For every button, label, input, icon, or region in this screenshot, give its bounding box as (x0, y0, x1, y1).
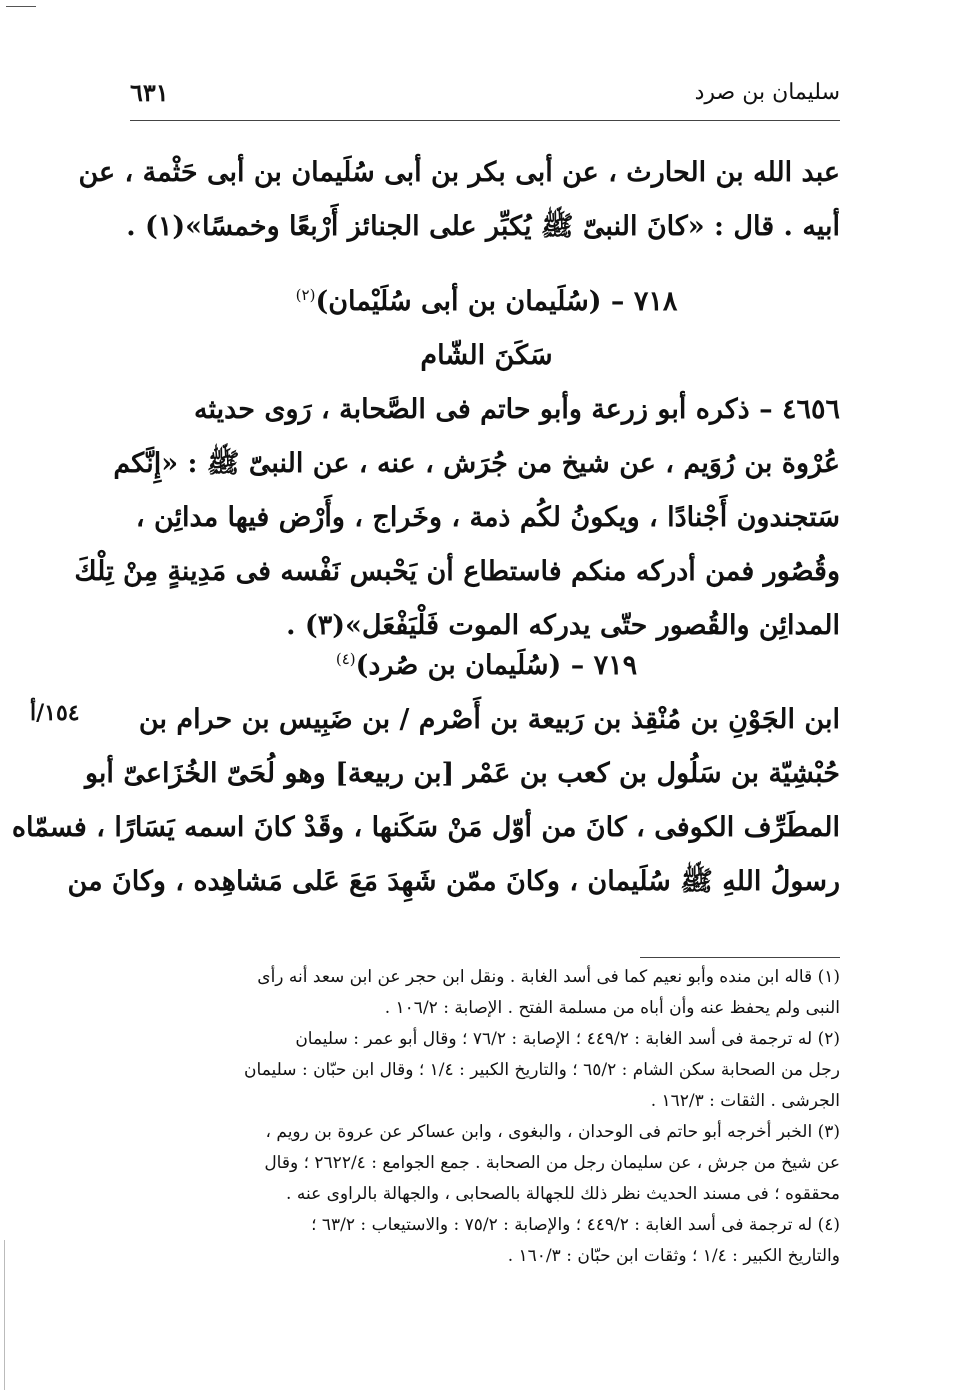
text-line: عبد الله بن الحارث ، عن أبى بكر بن أبى سُلَيمان بن أبى حَثْمة ، عن (78, 157, 840, 188)
footnote-line: الجرشى . الثقات : ١٦٢/٣ . (650, 1091, 840, 1111)
footnote-line: (٢) له ترجمة فى أسد الغابة : ٤٤٩/٢ ؛ الإصابة : ٧٦/٢ ؛ وقال أبو عمر : سليمان (295, 1029, 840, 1049)
text-line: ٤٦٥٦ – ذكره أبو زرعة وأبو حاتم فى الصَّحابة ، رَوى حديثه (194, 394, 840, 425)
text-line: عُرْوة بن رُوَيم ، عن شيخ من جُرَش ، عنه ، عن النبىّ ﷺ : «إِنَّكم (113, 448, 840, 479)
text-line: سَتجندون أَجْنادًا ، ويكونُ لكُم ذمة ، وخَراج ، وأَرْض فيها مدائِن ، (135, 502, 840, 533)
entry-subheading: سَكَنَ الشّام (420, 340, 553, 371)
text-line: حُبْشِيّة بن سَلُول بن كعب بن عَمْر [بن ربيعة] وهو لُحَىّ الخُزَاعىّ أبو (84, 758, 840, 789)
page-header (130, 78, 840, 118)
text-line: المدائِن والقُصور حتّى يدركه الموت فَلْيَفْعَل»(٣) . (286, 610, 840, 641)
footnotes (133, 962, 840, 1272)
text-line: أبيه . قال : «كانَ النبىّ ﷺ يُكبِّر على الجنائز أَرْبعًا وخمسًا»(١) . (126, 211, 840, 242)
header-rule (130, 120, 840, 121)
entry-heading-text: ٧١٩ – (سُلَيمان بن صُرد) (355, 650, 638, 681)
text-line: ابن الجَوْنِ بن مُنْقِذ بن رَبيعة بن أَصْرم / بن ضَبِيس بن حرام بن (138, 704, 840, 735)
footnote-rule (640, 957, 840, 958)
entry-heading-text: ٧١٨ – (سُلَيمان بن أبى سُلَيْمان) (315, 286, 678, 317)
footnote-line: محققوه ؛ فى مسند الحديث نظر ذلك للجهالة بالصحابى ، والجهالة بالراوى عنه . (286, 1184, 840, 1204)
scan-edge-line (4, 1240, 5, 1390)
scan-corner-mark (6, 6, 36, 7)
text-line: رسولُ اللهِ ﷺ سُلَيمان ، وكانَ ممّن شَهِدَ مَعَ عَلى مَشاهِده ، وكانَ من (67, 866, 840, 897)
entry-heading (133, 632, 840, 693)
footnote-line: (١) قاله ابن منده وأبو نعيم كما فى أسد الغابة . ونقل ابن حجر عن ابن سعد أنه رأى (257, 967, 840, 987)
intro-paragraph (78, 146, 840, 254)
page-number: ٦٣١ (130, 78, 169, 107)
entry-heading (133, 268, 840, 329)
footnote-line: رجل من الصحابة سكن الشام : ٦٥/٢ ؛ والتاريخ الكبير : ١/٤ ؛ وقال ابن حبّان : سليمان (244, 1060, 840, 1080)
footnote-line: (٤) له ترجمة فى أسد الغابة : ٤٤٩/٢ ؛ والإصابة : ٧٥/٢ : والاستيعاب : ٦٣/٢ ؛ (311, 1215, 840, 1235)
footnote-line: (٣) الخبر أخرجه أبو حاتم فى الوحدان ، والبغوى ، وابن عساكر عن عروة بن رويم ، (265, 1122, 840, 1142)
manuscript-folio-note: ١٥٤/أ (30, 700, 80, 726)
footnote-line: عن شيخ من جرش ، عن سليمان رجل من الصحابة . جمع الجوامع : ٢٦٢٢/٤ ؛ وقال (264, 1153, 840, 1173)
footnote-ref: (٢) (295, 286, 316, 304)
footnote-1 (133, 962, 840, 1024)
footnote-line: والتاريخ الكبير : ١/٤ ؛ وثقات ابن حبّان : ١٦٠/٣ . (507, 1246, 840, 1266)
text-line: المطَرِّف الكوفى ، كانَ من أوّل مَنْ سَكَنها ، وقَدْ كانَ اسمه يَسَارًا ، فسمّاه (11, 812, 840, 843)
footnote-4 (133, 1210, 840, 1272)
footnote-line: النبى ولم يحفظ عنه وأن أباه من مسلمة الفتح . الإصابة : ١٠٦/٢ . (384, 998, 840, 1018)
running-title: سليمان بن صرد (694, 80, 840, 105)
footnote-3 (133, 1117, 840, 1210)
text-line: وقُصُور فمن أدركه منكم فاستطاع أن يَحْبس نَفْسه فى مَدِينةٍ مِنْ تِلْكَ (74, 556, 840, 587)
entry-718 (74, 268, 840, 653)
footnote-2 (133, 1024, 840, 1117)
footnote-ref: (٤) (335, 650, 356, 668)
